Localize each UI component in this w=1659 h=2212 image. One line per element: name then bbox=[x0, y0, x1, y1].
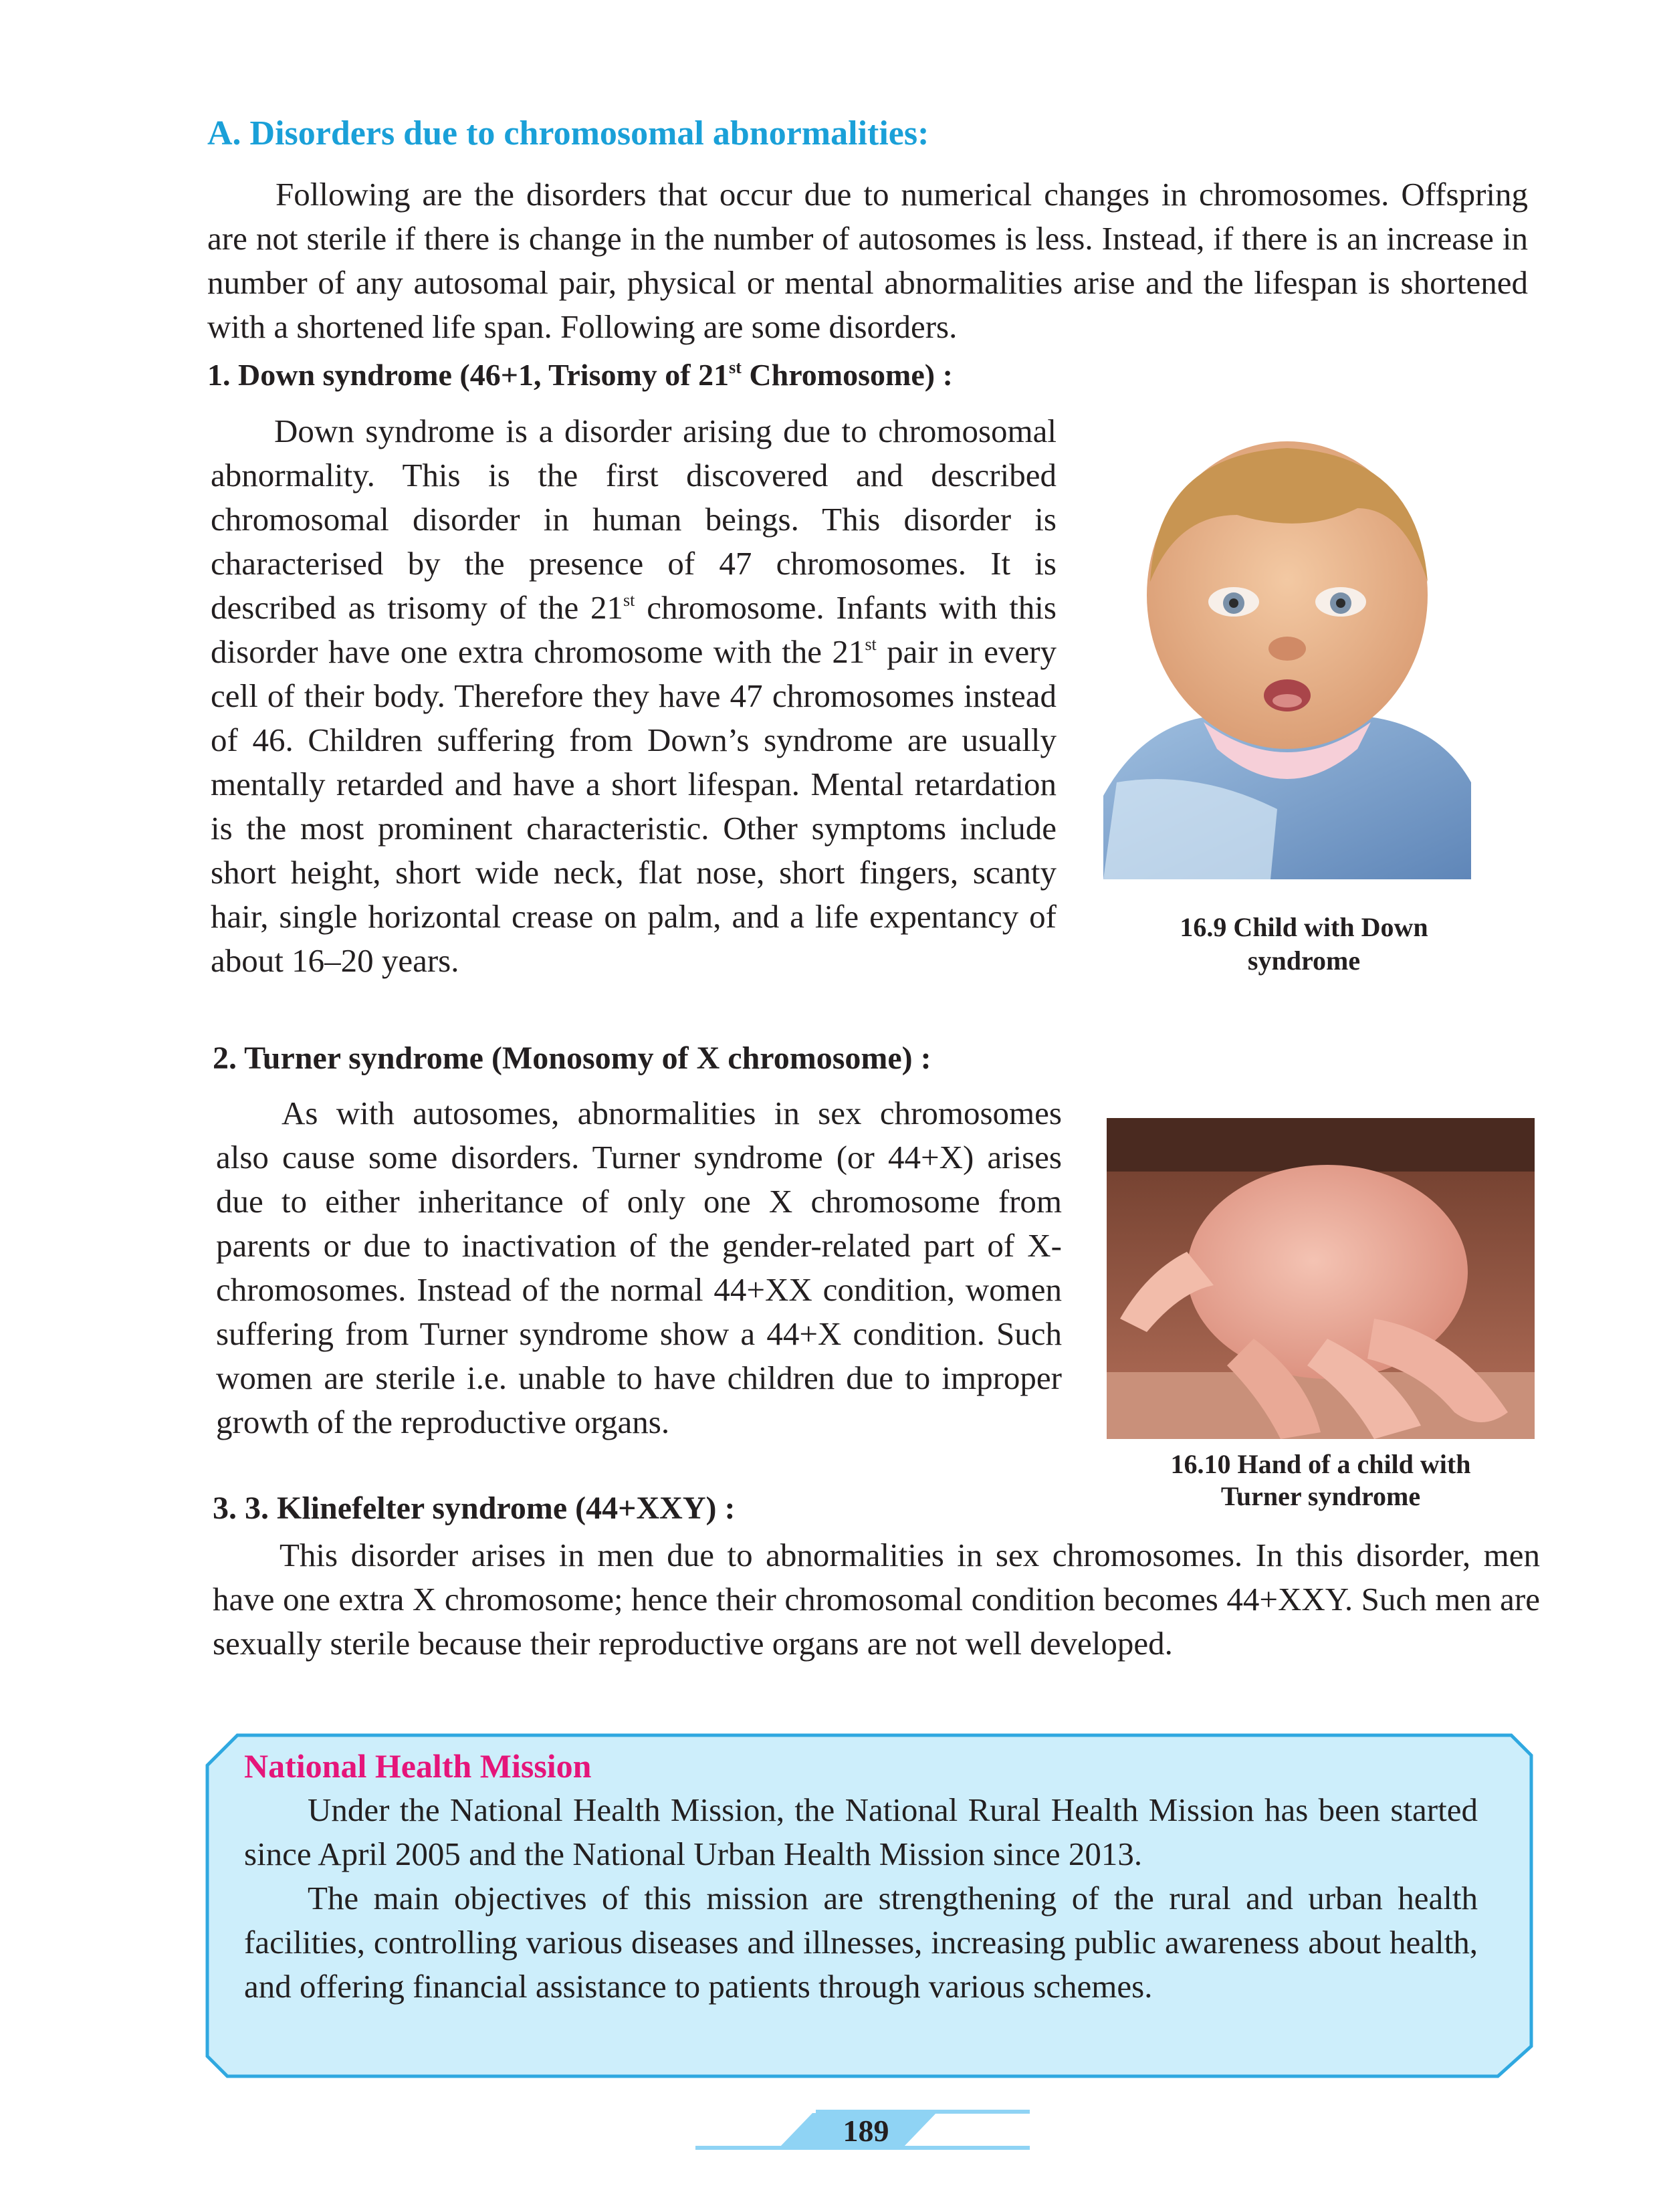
down-caption-line2: syndrome bbox=[1247, 946, 1361, 976]
turner-syndrome-paragraph: As with autosomes, abnormalities in sex chromosomes also cause some disorders. Turner syndrome (or 44+X) arises due to either inheritance of only one X chromosome from parents or due to inactivation of the gender-related part of X-chromosomes. Instead of the normal 44+XX condition, women suffering from Turner syndrome show a 44+X condition. Such women are sterile i.e. unable to have children due to improper growth of the reproductive organs. bbox=[216, 1095, 1062, 1440]
down-text-3: pair in every cell of their body. Therefore they have 47 chromosomes instead of 46. Children suffering from Down’s syndrome are usually mentally retarded and have a short lifespan. Mental retardation is the most prominent characteristic. Other symptoms include short height, short wide neck, flat nose, short fingers, scanty hair, single horizontal crease on palm, and a life expentancy of about 16–20 years. bbox=[211, 633, 1057, 979]
turner-caption-line2: Turner syndrome bbox=[1220, 1481, 1421, 1511]
klinefelter-heading: 3. 3. Klinefelter syndrome (44+XXY) : bbox=[213, 1490, 736, 1526]
child-illustration bbox=[1103, 435, 1471, 879]
turner-caption-line1: 16.10 Hand of a child with bbox=[1170, 1449, 1471, 1479]
down-photo-caption bbox=[1103, 911, 1505, 978]
down-syndrome-heading bbox=[207, 357, 953, 393]
nhm-title: National Health Mission bbox=[244, 1747, 592, 1785]
nhm-paragraph-1: Under the National Health Mission, the National Rural Health Mission has been started since April 2005 and the National Urban Health Mission since 2013. bbox=[244, 1791, 1478, 1872]
hand-illustration bbox=[1107, 1118, 1535, 1439]
page-number: 189 bbox=[843, 2114, 889, 2148]
down-text-1: Down syndrome is a disorder arising due to chromosomal abnormality. This is the first discovered and described chromosomal disorder in human beings. This disorder is characterised by the presence of 47 chromosomes. It is described as trisomy of the 21 bbox=[211, 413, 1057, 626]
down-sup-2: st bbox=[865, 634, 877, 654]
nhm-box bbox=[244, 1744, 1478, 2009]
turner-photo-caption bbox=[1107, 1448, 1535, 1513]
klinefelter-paragraph: This disorder arises in men due to abnormalities in sex chromosomes. In this disorder, men have one extra X chromosome; hence their chromosomal condition becomes 44+XXY. Such men are sexually sterile because their reproductive organs are not well developed. bbox=[213, 1537, 1540, 1662]
down-heading-sup: st bbox=[729, 357, 742, 377]
turner-hand-photo bbox=[1107, 1118, 1535, 1439]
down-heading-text-b: Chromosome) : bbox=[741, 358, 953, 392]
intro-paragraph: Following are the disorders that occur due to numerical changes in chromosomes. Offspring are not sterile if there is change in the number of autosomes is less. Instead, if there is an increase in number of any autosomal pair, physical or mental abnormalities arise and the lifespan is shortened with a shortened life span. Following are some disorders. bbox=[207, 176, 1528, 345]
section-heading: A. Disorders due to chromosomal abnormalities: bbox=[207, 114, 929, 152]
down-sup-1: st bbox=[623, 590, 635, 610]
down-caption-line1: 16.9 Child with Down bbox=[1180, 912, 1428, 942]
down-syndrome-child-photo bbox=[1103, 435, 1471, 879]
turner-syndrome-heading: 2. Turner syndrome (Monosomy of X chromosome) : bbox=[213, 1040, 931, 1076]
nhm-paragraph-2: The main objectives of this mission are strengthening of the rural and urban health facilities, controlling various diseases and illnesses, increasing public awareness about health, and offering financial assistance to patients through various schemes. bbox=[244, 1880, 1478, 2005]
down-text-2: chromosome. Infants with this disorder have one extra chromosome with the 21 bbox=[211, 589, 1057, 670]
down-syndrome-paragraph bbox=[211, 409, 1057, 983]
down-heading-text: 1. Down syndrome (46+1, Trisomy of 21 bbox=[207, 358, 730, 392]
